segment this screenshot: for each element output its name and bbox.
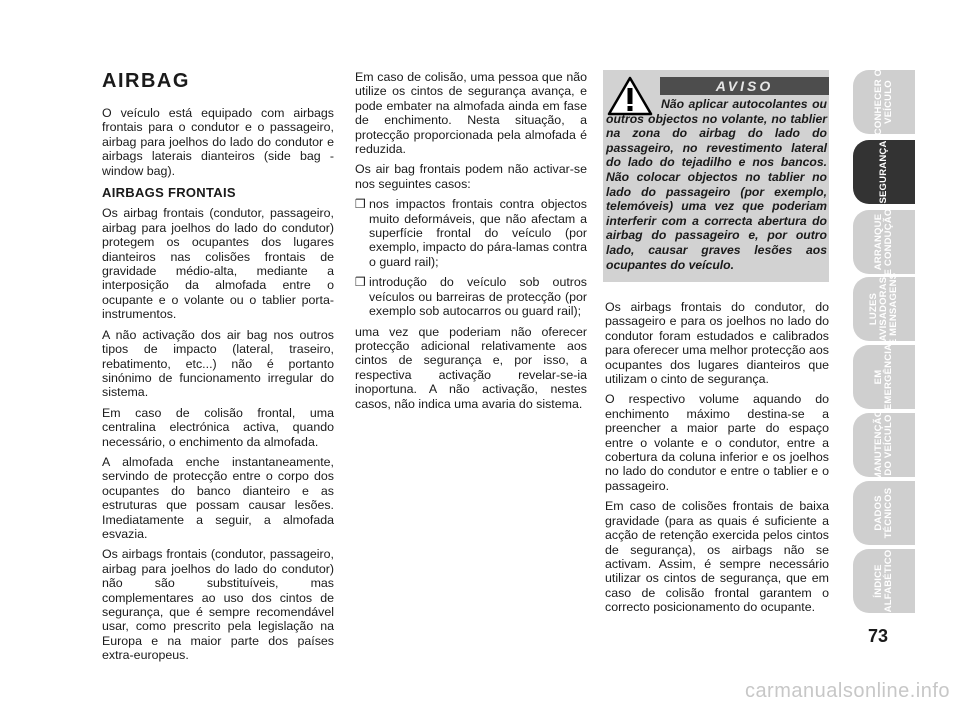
paragraph: uma vez que poderiam não oferecer protecção adicional relativamente aos cintos de segurança e, por isso, a respectiva activação revelar-se-ia inoportuna. A não activação, nestes casos, não indica uma avaria do sistema. [355, 324, 587, 411]
paragraph: A almofada enche instantaneamente, servindo de protecção entre o corpo dos ocupantes do banco dianteiro e as estruturas que possam causar lesões. Imediatamente a seguir, a almofada esvazia. [102, 454, 334, 541]
warning-box [603, 70, 829, 282]
bullet-item [355, 275, 587, 318]
section-heading: AIRBAGS FRONTAIS [102, 185, 236, 201]
warning-text: Não aplicar autocolantes ou outros objectos no volante, no tablier na zona do airbag do lado do passageiro, no revestimento lateral do lado do tejadilho e nos bancos. Não colocar objectos no tablier no lado do passageiro (por exemplo, telemóveis) uma vez que poderiam interferir com a correcta abertura do airbag do passageiro e, por outro lado, causar graves lesões aos ocupantes do veículo. [606, 97, 827, 272]
tab-dados-tecnicos[interactable] [853, 481, 915, 545]
bullet-text: introdução do veículo sob outros veículos ou barreiras de protecção (por exemplo sob autocarros ou guard rail); [369, 275, 587, 319]
paragraph: O respectivo volume aquando do enchimento máximo destina-se a preencher a maior parte do espaço entre o volante e o condutor, entre a cobertura da coluna inferior e os joelhos no lado do condutor e entre o tablier e o passageiro. [605, 392, 829, 493]
paragraph: A não activação dos air bag nos outros tipos de impacto (lateral, traseiro, rebatimento, etc...) não é portanto sinónimo de funcionamento irregular do sistema. [102, 327, 334, 400]
warning-title: AVISO [660, 77, 829, 95]
column-right [605, 300, 829, 621]
tab-seguranca[interactable] [853, 140, 915, 204]
column-left [102, 70, 334, 669]
checkbox-bullet-icon: ❒ [355, 275, 366, 290]
paragraph: Os airbags frontais (condutor, passageiro, airbag para joelhos do lado do condutor) não são substituíveis, mas complementares ao uso dos cintos de segurança, que é sempre recomendável usar, como prescrito pela legislação na Europa e na maior parte dos países extra-europeus. [102, 547, 334, 663]
watermark: carmanualsonline.info [744, 680, 950, 702]
tab-arranque-e-conducao[interactable] [853, 210, 915, 274]
paragraph: Em caso de colisão, uma pessoa que não utilize os cintos de segurança avança, e pode embater na almofada ainda em fase de enchimento. Nesta situação, a protecção proporcionada pela almofada é reduzida. [355, 70, 587, 157]
tab-label: CONHECER O VEÍCULO [873, 68, 894, 136]
tab-manutencao-do-veiculo[interactable] [853, 409, 915, 481]
page-title: AIRBAG [102, 70, 190, 92]
paragraph: Em caso de colisões frontais de baixa gravidade (para as quais é suficiente a acção de retenção exercida pelos cintos de segurança), os airbags não se activam. Assim, é sempre necessário utilizar os cintos de segurança, que em caso de colisão frontal garantem o correcto posicionamento do ocupante. [605, 499, 829, 615]
paragraph: Os airbag frontais (condutor, passageiro, airbag para joelhos do lado do condutor) protegem os ocupantes dos lugares dianteiros nas colisões frontais de gravidade médio-alta, mediante a interposição da almofada entre o ocupante e o volante ou o tablier porta-instrumentos. [102, 206, 334, 322]
column-middle [355, 70, 587, 417]
tab-luzes-avisadoras[interactable] [853, 272, 915, 346]
paragraph: Os airbags frontais do condutor, do passageiro e para os joelhos no lado do condutor foram estudados e calibrados para oferecer uma melhor protecção aos ocupantes dos lugares dianteiros que utilizam o cinto de segurança. [605, 300, 829, 387]
tab-label: DADOS TÉCNICOS [873, 487, 894, 539]
paragraph: Os air bag frontais podem não activar-se nos seguintes casos: [355, 162, 587, 191]
tab-indice-alfabetico[interactable] [853, 549, 915, 613]
tab-label: MANUTENÇÃO DO VEÍCULO [873, 409, 894, 481]
checkbox-bullet-icon: ❒ [355, 197, 366, 212]
paragraph: O veículo está equipado com airbags frontais para o condutor e o passageiro, airbag para joelhos do lado do condutor e airbags laterais dianteiros (side bag - window bag). [102, 106, 334, 178]
tab-label: ARRANQUE E CONDUÇÃO [873, 208, 894, 276]
page-number: 73 [867, 626, 889, 646]
tab-em-emergencia[interactable] [853, 345, 915, 409]
paragraph: Em caso de colisão frontal, uma centralina electrónica activa, quando necessário, o enchimento da almofada. [102, 405, 334, 449]
bullet-item [355, 197, 587, 269]
bullet-text: nos impactos frontais contra objectos muito deformáveis, que não afectam a superfície frontal do veículo (por exemplo, impacto do pára-lamas contra o guard rail); [369, 197, 587, 269]
tab-label: LUZES AVISADORAS E MENSAGENS [868, 272, 899, 346]
tab-label: ÍNDICE ALFABÉTICO [873, 549, 894, 613]
tab-label: EM EMERGÊNCIA [873, 343, 894, 411]
tab-label: SEGURANÇA [878, 140, 889, 204]
tab-conhecer-o-veiculo[interactable] [853, 70, 915, 134]
